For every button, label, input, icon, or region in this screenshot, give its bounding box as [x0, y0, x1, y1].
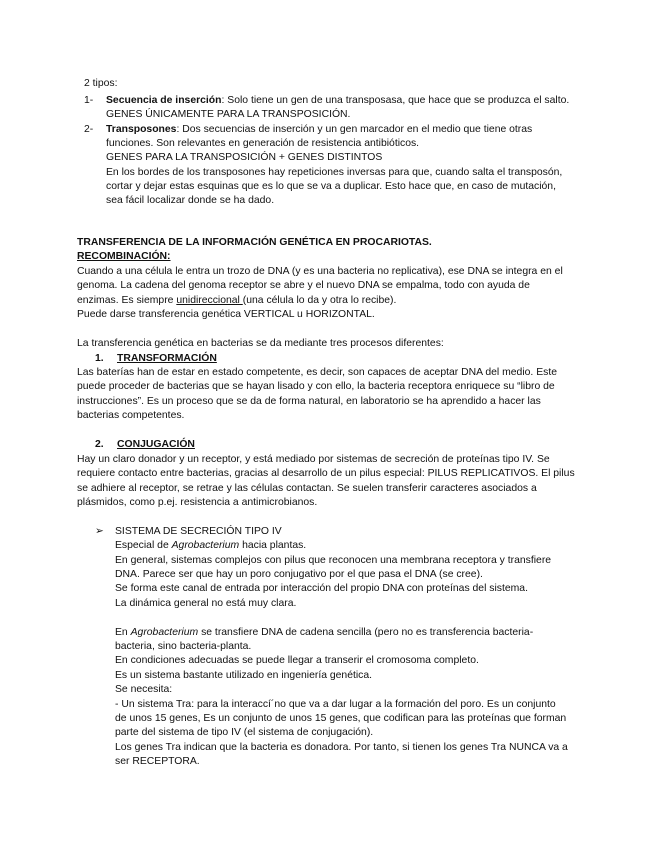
heading-transformacion: [95, 352, 217, 367]
paragraph-line: plásmidos, como p.ej. resistencia a antimicrobianos.: [77, 497, 318, 508]
paragraph-line: La transferencia genética en bacterias se da mediante tres procesos diferentes:: [77, 338, 444, 349]
list-item-text: : Solo tiene un gen de una transposasa, que hace que se produzca el salto.: [221, 95, 570, 106]
paragraph-line: Cuando a una célula le entra un trozo de DNA (y es una bacteria no replicativa), ese DNA se integra en el: [77, 266, 563, 277]
paragraph-line: En condiciones adecuadas se puede llegar a transerir el cromosoma completo.: [115, 655, 479, 666]
paragraph-line: instrucciones”. Es un proceso que se da de forma natural, en laboratorio se ha aprendido a hacer las: [77, 396, 541, 407]
paragraph-line: - Un sistema Tra: para la interaccí´no que va a dar lugar a la formación del poro. Es un conjunto: [115, 699, 556, 710]
list-item-2-line4: En los bordes de los transposones hay repeticiones inversas para que, cuando salta el transposón,: [106, 167, 563, 178]
bullet-title: SISTEMA DE SECRECIÓN TIPO IV: [115, 526, 282, 537]
text-span: se transfiere DNA de cadena sencilla (pero no es transferencia bacteria-: [198, 627, 534, 638]
list-number: 1-: [84, 95, 94, 106]
list-item-1-line2: GENES ÚNICAMENTE PARA LA TRANSPOSICIÓN.: [106, 109, 351, 120]
list-item-1: [84, 94, 569, 109]
heading-title: TRANSFORMACIÓN: [117, 353, 217, 364]
paragraph-line: La dinámica general no está muy clara.: [115, 598, 297, 609]
list-item-2: [84, 123, 532, 138]
paragraph-line: requiere contacto entre bacterias, gracias al desarrollo de un pilus especial: PILUS REPLICATIVOS. El pilus: [77, 468, 575, 479]
paragraph-line: de unos 15 genes, Es un conjunto de unos 15 genes, que codifican para las proteínas que forman: [115, 713, 567, 724]
paragraph-line: se adhiere al receptor, se retrae y las células contactan. Se suelen transferir caracteres asociados a: [77, 483, 537, 494]
arrow-bullet-icon: ➢: [95, 526, 104, 537]
text-span: enzimas. Es siempre: [77, 295, 177, 306]
text-span: Especial de: [115, 540, 172, 551]
text-span: (una célula lo da y otra lo recibe).: [242, 295, 397, 306]
paragraph-line: [115, 539, 306, 554]
list-item-2-line2: funciones. Son relevantes en generación de resistencia antibióticos.: [106, 138, 420, 149]
text-span: En: [115, 627, 131, 638]
intro-heading: 2 tipos:: [84, 78, 118, 89]
bullet-sistema-secrecion: [95, 525, 282, 540]
heading-number: 2.: [95, 439, 104, 450]
paragraph-line: genoma. La cadena del genoma receptor se abre y el nuevo DNA se empalma, todo con ayuda de: [77, 280, 530, 291]
paragraph-line: Los genes Tra indican que la bacteria es donadora. Por tanto, si tienen los genes Tra NUNCA va a: [115, 742, 568, 753]
paragraph-line: DNA. Parece ser que hay un poro conjugativo por el que pasa el DNA (se cree).: [115, 569, 483, 580]
list-item-text: : Dos secuencias de inserción y un gen marcador en el medio que tiene otras: [176, 124, 533, 135]
list-item-2-line6: sea fácil localizar donde se ha dado.: [106, 195, 275, 206]
paragraph-line: En general, sistemas complejos con pilus que reconocen una membrana receptora y transfiere: [115, 555, 552, 566]
heading-number: 1.: [95, 353, 104, 364]
paragraph-line: bacteria, sino bacteria-planta.: [115, 641, 252, 652]
paragraph-line: Se forma este canal de entrada por interacción del propio DNA con proteínas del sistema.: [115, 583, 528, 594]
heading-title: CONJUGACIÓN: [117, 439, 195, 450]
italic-term: Agrobacterium: [130, 627, 199, 638]
paragraph-line: parte del sistema de tipo IV (el sistema de conjugación).: [115, 727, 374, 738]
paragraph-line: Es un sistema bastante utilizado en ingeniería genética.: [115, 670, 373, 681]
list-number: 2-: [84, 124, 94, 135]
section-title: TRANSFERENCIA DE LA INFORMACIÓN GENÉTICA EN PROCARIOTAS.: [77, 237, 432, 248]
paragraph-line: Se necesita:: [115, 684, 173, 695]
italic-term: Agrobacterium: [171, 540, 240, 551]
list-item-2-line3: GENES PARA LA TRANSPOSICIÓN + GENES DISTINTOS: [106, 152, 383, 163]
list-item-2-line5: cortar y dejar estas esquinas que es lo que se va a duplicar. Esto hace que, en caso de mutación,: [106, 181, 556, 192]
heading-conjugacion: [95, 438, 195, 453]
paragraph-line: ser RECEPTORA.: [115, 756, 200, 767]
paragraph-line: puede proceder de bacterias que se hayan lisado y con ello, la bacteria receptora enriquece su “libro de: [77, 381, 555, 392]
paragraph-line: [115, 626, 533, 641]
paragraph-line: Puede darse transferencia genética VERTICAL u HORIZONTAL.: [77, 309, 375, 320]
text-span: hacia plantas.: [239, 540, 307, 551]
paragraph-line: Hay un claro donador y un receptor, y está mediado por sistemas de secreción de proteínas tipo IV. Se: [77, 454, 550, 465]
paragraph-line: [77, 294, 396, 309]
paragraph-line: bacterias competentes.: [77, 410, 185, 421]
section-subtitle: RECOMBINACIÓN:: [77, 251, 171, 262]
underlined-term: unidireccional: [176, 295, 243, 306]
paragraph-line: Las baterías han de estar en estado competente, es decir, son capaces de aceptar DNA del medio. Este: [77, 367, 557, 378]
term-secuencia-insercion: Secuencia de inserción: [106, 95, 222, 106]
term-transposones: Transposones: [106, 124, 177, 135]
